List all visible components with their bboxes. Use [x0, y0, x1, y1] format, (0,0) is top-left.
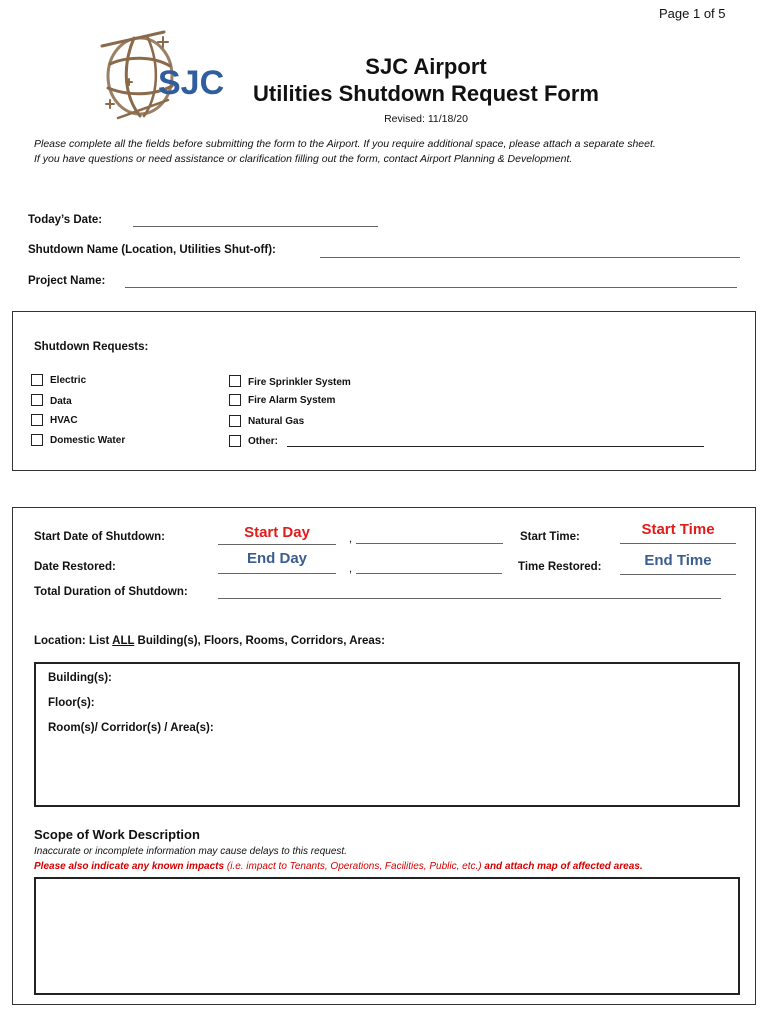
- scope-heading: Scope of Work Description: [34, 827, 200, 842]
- natural-gas-label: Natural Gas: [248, 416, 305, 427]
- todays-date-label: Today’s Date:: [28, 214, 103, 226]
- location-box[interactable]: [34, 662, 740, 807]
- form-title-line2: Utilities Shutdown Request Form: [253, 81, 599, 106]
- intro-line2: If you have questions or need assistance or clarification filling out the form, contact Airport Planning & Development.: [34, 153, 573, 165]
- start-time-label: Start Time:: [520, 531, 580, 543]
- start-year-input[interactable]: [356, 543, 503, 544]
- start-time-underline: [620, 543, 736, 544]
- shutdown-name-input[interactable]: [320, 257, 740, 258]
- end-time-field[interactable]: End Time: [644, 552, 712, 569]
- other-input[interactable]: [287, 446, 704, 447]
- domestic-water-label: Domestic Water: [50, 435, 126, 446]
- fire-alarm-label: Fire Alarm System: [248, 395, 336, 406]
- svg-text:SJC: SJC: [158, 64, 225, 102]
- page-number: Page 1 of 5: [659, 6, 726, 21]
- checkbox-domestic-water[interactable]: [31, 434, 43, 446]
- revised-date: Revised: 11/18/20: [384, 113, 468, 125]
- rooms-label: Room(s)/ Corridor(s) / Area(s):: [48, 722, 214, 734]
- end-time-underline: [620, 574, 736, 575]
- project-name-input[interactable]: [125, 287, 737, 288]
- intro-line1: Please complete all the fields before submitting the form to the Airport. If you require additional space, please attach a separate sheet.: [34, 138, 656, 150]
- shutdown-requests-box: [12, 311, 756, 471]
- hvac-label: HVAC: [50, 415, 78, 426]
- start-time-field[interactable]: Start Time: [641, 521, 715, 538]
- data-label: Data: [50, 396, 72, 407]
- project-name-label: Project Name:: [28, 275, 106, 287]
- todays-date-input[interactable]: [133, 226, 378, 227]
- checkbox-hvac[interactable]: [31, 414, 43, 426]
- form-title-line1: SJC Airport: [365, 54, 487, 79]
- checkbox-other[interactable]: [229, 435, 241, 447]
- checkbox-fire-alarm[interactable]: [229, 394, 241, 406]
- location-heading: Location: List ALL Building(s), Floors, Rooms, Corridors, Areas:: [34, 635, 385, 647]
- start-day-field[interactable]: Start Day: [244, 524, 310, 541]
- shutdown-name-label: Shutdown Name (Location, Utilities Shut-off):: [28, 244, 276, 256]
- checkbox-fire-sprinkler[interactable]: [229, 375, 241, 387]
- scope-textarea[interactable]: [34, 877, 740, 995]
- electric-label: Electric: [50, 375, 87, 386]
- scope-impact-note: Please also indicate any known impacts (i.e. impact to Tenants, Operations, Facilities, Public, etc.) and attach map of affected areas.: [34, 861, 643, 872]
- checkbox-data[interactable]: [31, 394, 43, 406]
- total-duration-label: Total Duration of Shutdown:: [34, 586, 188, 598]
- total-duration-input[interactable]: [218, 598, 721, 599]
- floors-label: Floor(s):: [48, 697, 95, 709]
- checkbox-electric[interactable]: [31, 374, 43, 386]
- end-day-field[interactable]: End Day: [246, 550, 307, 567]
- start-date-label: Start Date of Shutdown:: [34, 531, 165, 543]
- start-day-underline: [218, 544, 336, 545]
- end-day-underline: [218, 573, 336, 574]
- shutdown-requests-heading: Shutdown Requests:: [34, 341, 149, 353]
- other-label: Other:: [248, 436, 278, 447]
- buildings-label: Building(s):: [48, 672, 112, 684]
- end-comma: ,: [349, 563, 353, 575]
- scope-note: Inaccurate or incomplete information may cause delays to this request.: [34, 846, 347, 857]
- date-restored-label: Date Restored:: [34, 561, 116, 573]
- start-comma: ,: [349, 533, 353, 545]
- time-restored-label: Time Restored:: [518, 561, 602, 573]
- end-year-input[interactable]: [356, 573, 502, 574]
- checkbox-natural-gas[interactable]: [229, 415, 241, 427]
- fire-sprinkler-label: Fire Sprinkler System: [248, 377, 351, 388]
